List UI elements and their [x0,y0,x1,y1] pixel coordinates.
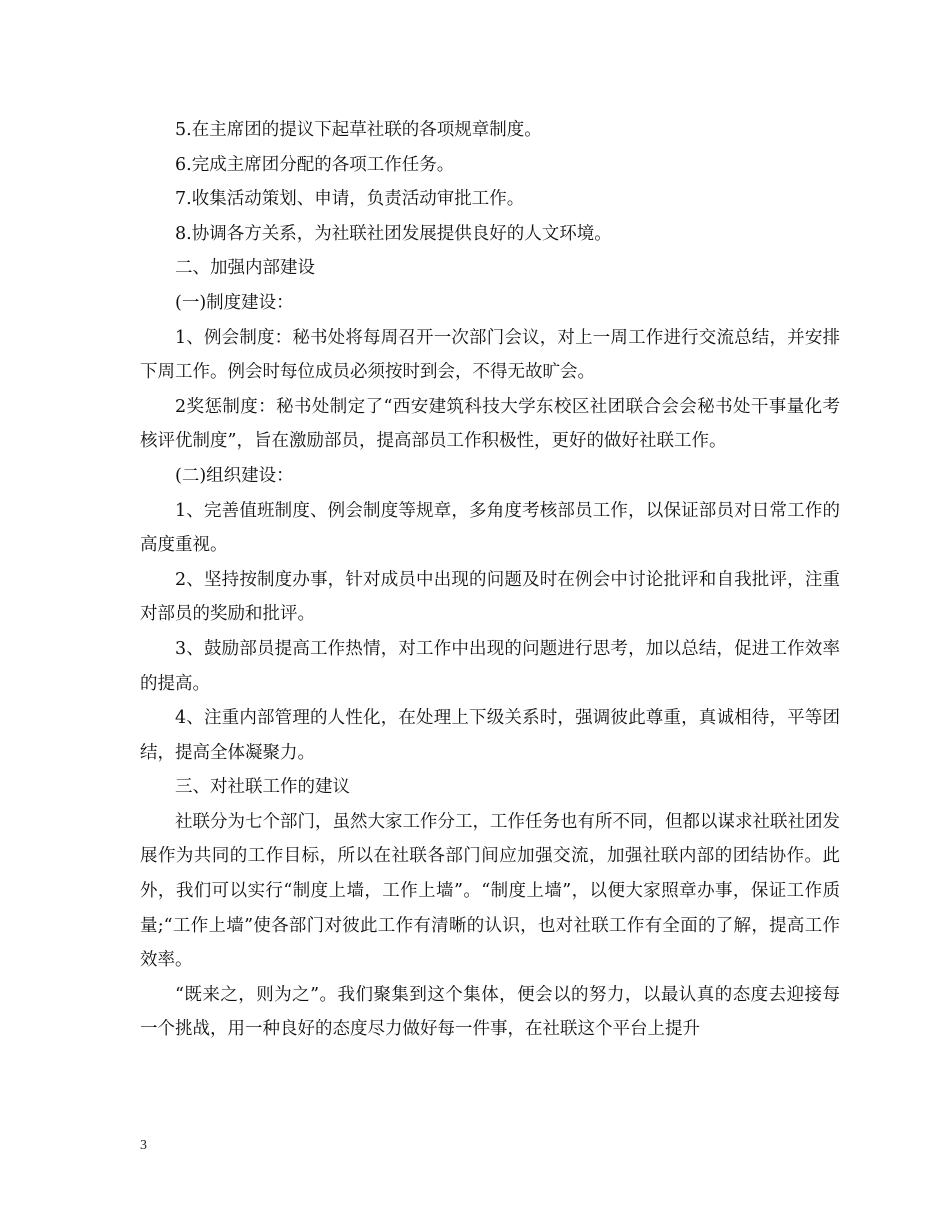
body-text [140,113,840,1047]
paragraph: 6.完成主席团分配的各项工作任务。 [175,154,455,175]
paragraph: 社联分为七个部门，虽然大家工作分工，工作任务也有所不同，但都以谋求社联社团发展作为共同的工作目标，所以在社联各部门间应加强交流，加强社联内部的团结协作。此外，我们可以实行“制度上墙，工作上墙”。“制度上墙”，以便大家照章办事，保证工作质量;“工作上墙”使各部门对彼此工作有清晰的认识，也对社联工作有全面的了解，提高工作效率。 [140,811,840,971]
section-heading: 三、对社联工作的建议 [175,777,350,798]
paragraph: 8.协调各方关系，为社联社团发展提供良好的人文环境。 [175,223,612,244]
paragraph: “既来之，则为之”。我们聚集到这个集体，便会以的努力，以最认真的态度去迎接每一个挑战，用一种良好的态度尽力做好每一件事，在社联这个平台上提升 [140,984,840,1040]
paragraph: 5.在主席团的提议下起草社联的各项规章制度。 [175,120,542,140]
page-number: 3 [140,1138,147,1153]
paragraph: 2、坚持按制度办事，针对成员中出现的问题及时在例会中讨论批评和自我批评，注重对部员的奖励和批评。 [140,569,840,625]
subsection-heading: (一)制度建设： [175,292,294,313]
paragraph: 2奖惩制度：秘书处制定了“西安建筑科技大学东校区社团联合会会秘书处干事量化考核评优制度”，旨在激励部员，提高部员工作积极性，更好的做好社联工作。 [140,396,840,452]
paragraph: 7.收集活动策划、申请，负责活动审批工作。 [175,189,525,210]
paragraph: 1、例会制度：秘书处将每周召开一次部门会议，对上一周工作进行交流总结，并安排下周工作。例会时每位成员必须按时到会，不得无故旷会。 [140,327,840,383]
subsection-heading: (二)组织建设： [175,465,294,486]
paragraph: 1、完善值班制度、例会制度等规章，多角度考核部员工作，以保证部员对日常工作的高度重视。 [140,500,840,556]
paragraph: 3、鼓励部员提高工作热情，对工作中出现的问题进行思考，加以总结，促进工作效率的提高。 [140,638,840,694]
paragraph: 4、注重内部管理的人性化，在处理上下级关系时，强调彼此尊重，真诚相待，平等团结，提高全体凝聚力。 [140,708,840,763]
section-heading: 二、加强内部建设 [175,258,315,279]
